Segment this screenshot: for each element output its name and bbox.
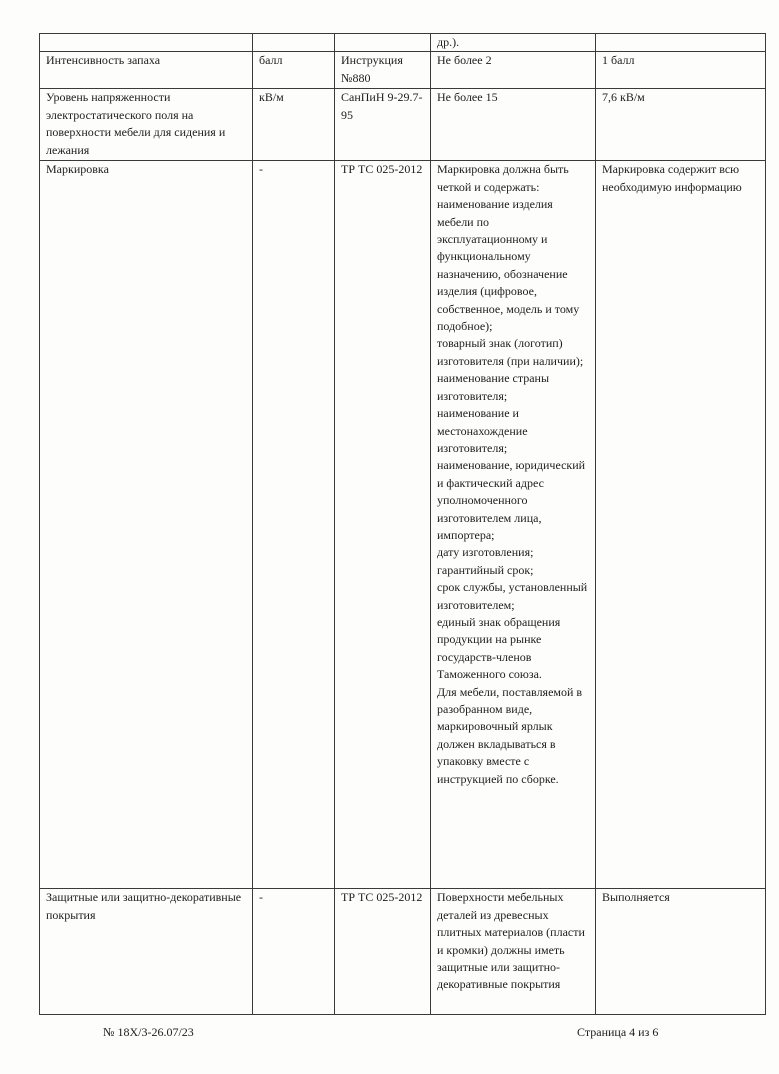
requirement-text: наименование страны изготовителя;: [437, 371, 550, 403]
table-row: [40, 89, 766, 161]
requirement-text: наименование изделия мебели по эксплуатационному и функциональному назначению, обозначение изделия (цифровое, собственное, модель и тому: [437, 197, 580, 316]
requirement-text: Для мебели, поставляемой в разобранном виде, маркировочный ярлык должен вкладываться в упаковку вместе с инструкцией по сборке.: [437, 684, 583, 786]
result-cell: [596, 34, 766, 52]
requirement-text: дату изготовления;: [437, 545, 534, 560]
indicator-cell: Интенсивность запаха: [40, 52, 253, 89]
requirement-text: Поверхности мебельных деталей из древесных плитных материалов (пласти и кромки) должны иметь защитные или защитно-декоративные покрытия: [437, 890, 585, 992]
indicator-cell: Защитные или защитно-декоративные покрытия: [40, 889, 253, 1015]
method-cell: ТР ТС 025-2012: [335, 161, 431, 889]
unit-cell: -: [253, 161, 335, 889]
result-cell: 7,6 кВ/м: [596, 89, 766, 161]
requirement-text: единый знак обращения продукции на рынке государств-членов Таможенного союза.: [437, 614, 561, 682]
document-number: № 18Х/3-26.07/23: [103, 1025, 194, 1039]
unit-cell: [253, 34, 335, 52]
method-cell: [335, 34, 431, 52]
method-cell: СанПиН 9-29.7-95: [335, 89, 431, 161]
page-number: Страница 4 из 6: [577, 1025, 659, 1039]
requirement-text: гарантийный срок;: [437, 562, 534, 577]
requirement-text: др.).: [437, 35, 460, 49]
test-results-table: [39, 33, 766, 1015]
requirement-cell: [431, 161, 596, 889]
requirement-text: срок службы, установленный изготовителем;: [437, 580, 588, 612]
requirement-text: наименование и местонахождение изготовителя;: [437, 406, 528, 455]
requirement-cell: [431, 889, 596, 1015]
result-cell: Маркировка содержит всю необходимую информацию: [596, 161, 766, 889]
result-cell: 1 балл: [596, 52, 766, 89]
indicator-cell: Маркировка: [40, 161, 253, 889]
result-cell: Выполняется: [596, 889, 766, 1015]
requirement-text: Не более 2: [437, 53, 492, 68]
requirement-text: Маркировка должна быть четкой и содержать:: [437, 162, 569, 194]
unit-cell: -: [253, 889, 335, 1015]
requirement-text: подобное);: [437, 319, 493, 334]
table-row: [40, 52, 766, 89]
table-row: [40, 889, 766, 1015]
requirement-cell: [431, 52, 596, 89]
method-cell: ТР ТС 025-2012: [335, 889, 431, 1015]
requirement-text: наименование, юридический и фактический адрес уполномоченного изготовителем лица, импортера;: [437, 458, 586, 542]
requirement-cell: [431, 89, 596, 161]
method-cell: Инструкция №880: [335, 52, 431, 89]
indicator-cell: [40, 34, 253, 52]
requirement-cell: [431, 34, 596, 52]
indicator-cell: Уровень напряженности электростатического поля на поверхности мебели для сидения и лежания: [40, 89, 253, 161]
table-row: [40, 34, 766, 52]
requirement-text: Не более 15: [437, 90, 498, 105]
requirement-text: товарный знак (логотип) изготовителя (при наличии);: [437, 336, 584, 368]
unit-cell: балл: [253, 52, 335, 89]
table-row: [40, 161, 766, 889]
unit-cell: кВ/м: [253, 89, 335, 161]
